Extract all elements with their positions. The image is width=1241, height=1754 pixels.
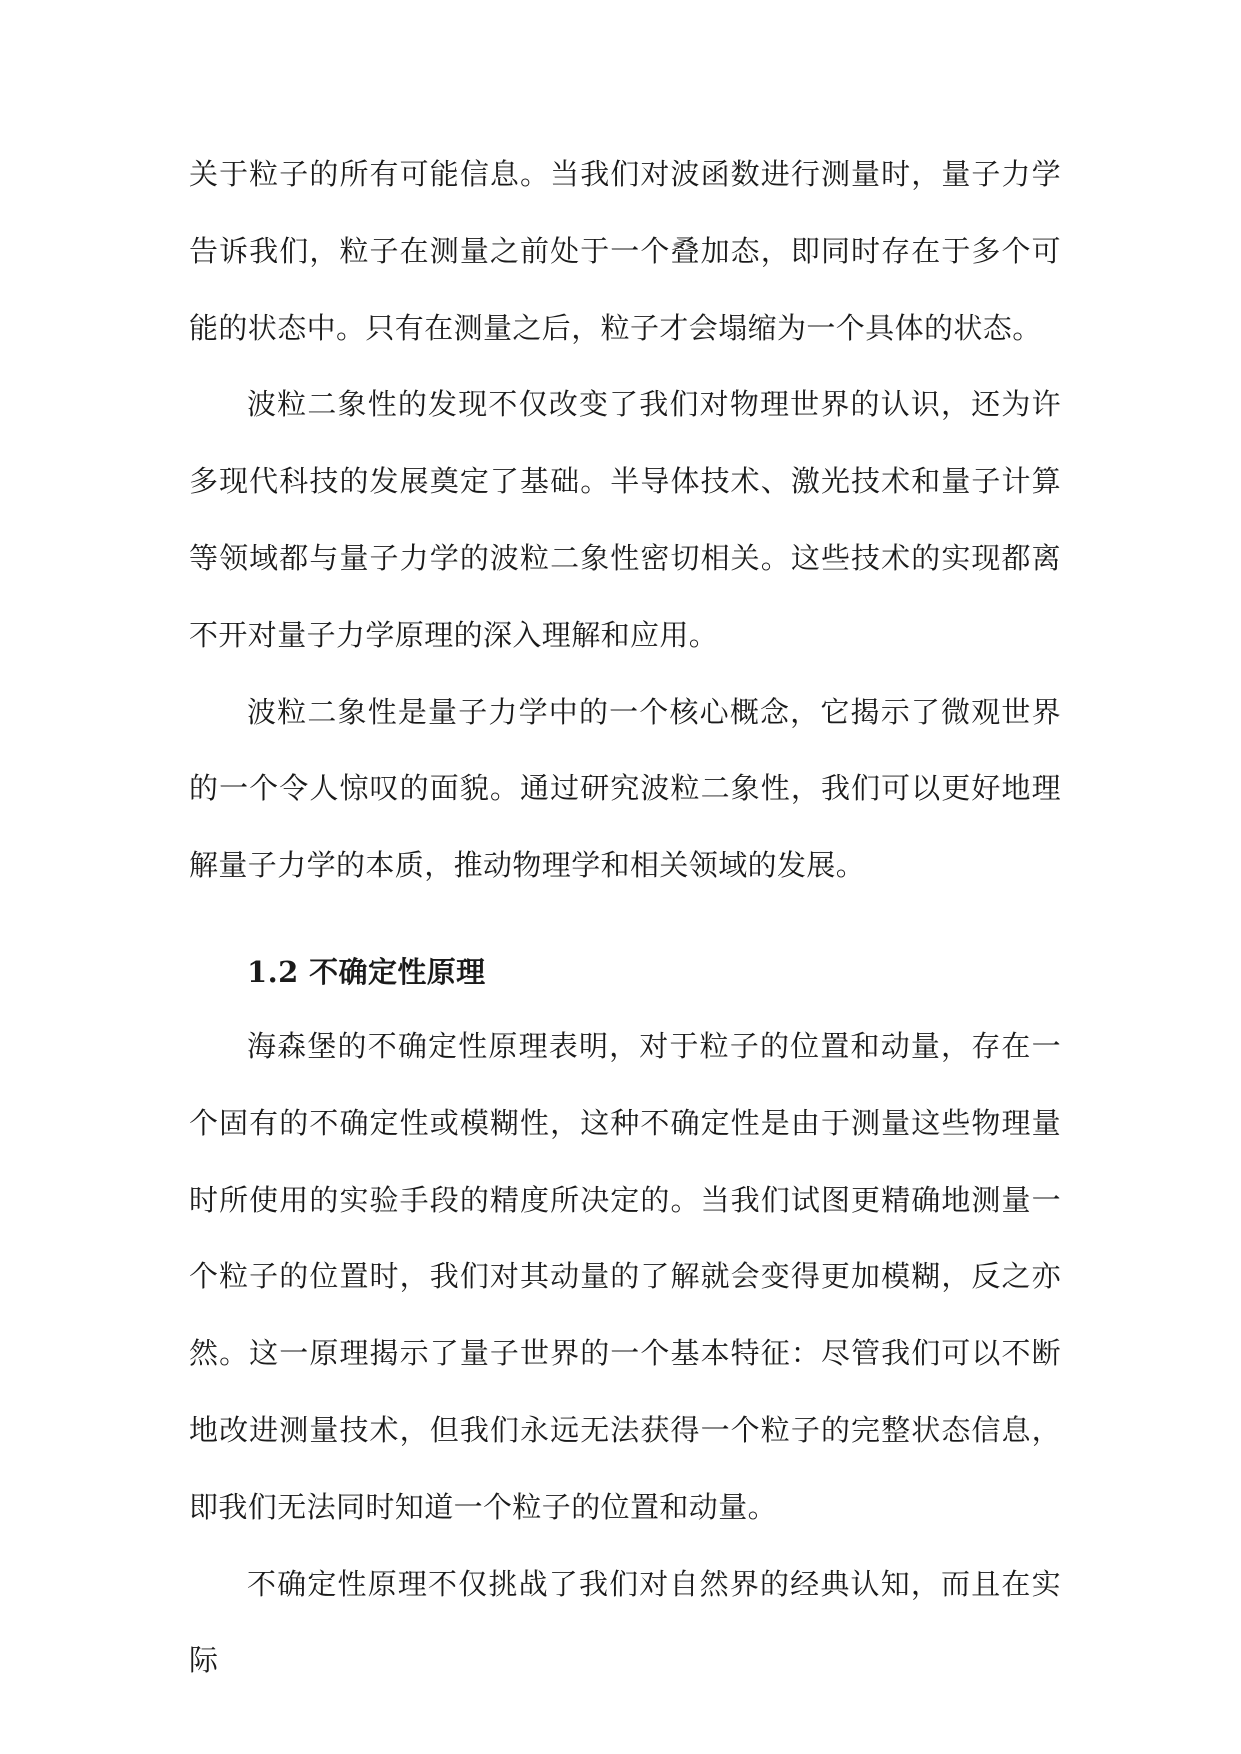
paragraph-wave-particle-impact: 波粒二象性的发现不仅改变了我们对物理世界的认识，还为许多现代科技的发展奠定了基础。半导体技术、激光技术和量子计算等领域都与量子力学的波粒二象性密切相关。这些技术的实现都离不开对量子力学原理的深入理解和应用。 bbox=[189, 387, 1061, 652]
paragraph-uncertainty-principle: 海森堡的不确定性原理表明，对于粒子的位置和动量，存在一个固有的不确定性或模糊性，这种不确定性是由于测量这些物理量时所使用的实验手段的精度所决定的。当我们试图更精确地测量一个粒子的位置时，我们对其动量的了解就会变得更加模糊，反之亦然。这一原理揭示了量子世界的一个基本特征：尽管我们可以不断地改进测量技术，但我们永远无法获得一个粒子的完整状态信息，即我们无法同时知道一个粒子的位置和动量。 bbox=[189, 1028, 1061, 1524]
paragraph-wave-particle-summary: 波粒二象性是量子力学中的一个核心概念，它揭示了微观世界的一个令人惊叹的面貌。通过研究波粒二象性，我们可以更好地理解量子力学的本质，推动物理学和相关领域的发展。 bbox=[189, 694, 1061, 883]
section-heading: 1.2 不确定性原理 bbox=[247, 954, 486, 989]
paragraph-continuation: 关于粒子的所有可能信息。当我们对波函数进行测量时，量子力学告诉我们，粒子在测量之前处于一个叠加态，即同时存在于多个可能的状态中。只有在测量之后，粒子才会塌缩为一个具体的状态。 bbox=[189, 157, 1061, 345]
paragraph-uncertainty-challenge: 不确定性原理不仅挑战了我们对自然界的经典认知，而且在实际 bbox=[189, 1566, 1061, 1678]
document-page bbox=[189, 136, 1061, 1699]
